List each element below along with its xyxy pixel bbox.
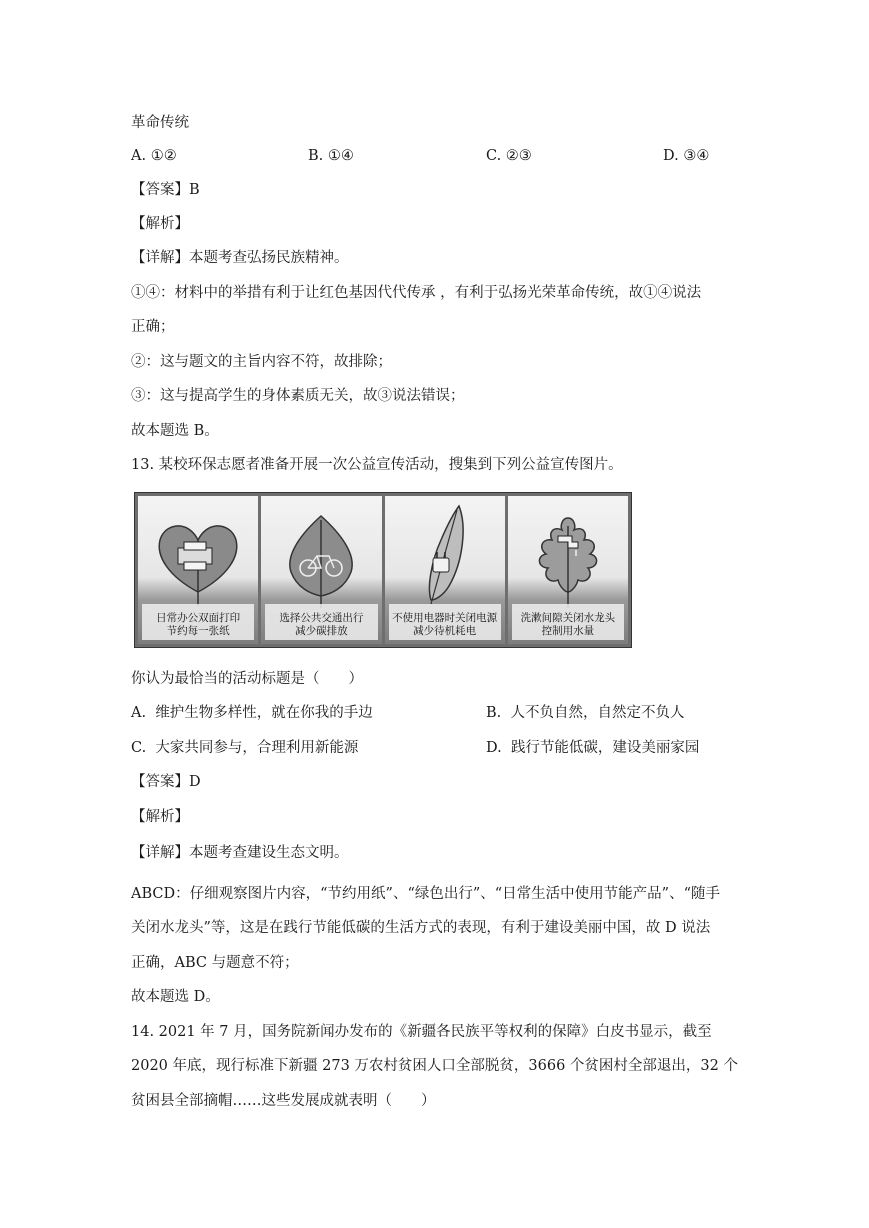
poster-panel — [261, 496, 381, 644]
q12-option-a: A. ①② — [131, 148, 177, 164]
q12-analysis-title: 【解析】 — [131, 216, 189, 232]
poster-panel — [508, 496, 628, 644]
q12-option-c: C. ②③ — [486, 148, 532, 164]
q12-analysis-line: 正确； — [131, 319, 175, 335]
poster-caption: 不使用电器时关闭电源 减少待机耗电 — [392, 612, 498, 637]
q13-answer: 【答案】D — [131, 774, 201, 790]
q12-analysis-line: ①④：材料中的举措有利于让红色基因代代传承 ，有利于弘扬光荣革命传统，故①④说法 — [131, 285, 702, 301]
q13-analysis-line: 正确，ABC 与题意不符； — [131, 955, 299, 971]
q12-answer: 【答案】B — [131, 182, 200, 198]
poster-caption: 日常办公双面打印 节约每一张纸 — [156, 612, 241, 637]
q13-analysis-line: 故本题选 D。 — [131, 989, 220, 1005]
q13-analysis-title: 【解析】 — [131, 809, 189, 825]
q12-analysis-line: ③：这与提高学生的身体素质无关，故③说法错误； — [131, 388, 465, 404]
q13-option-b: B. 人不负自然，自然定不负人 — [486, 705, 685, 721]
q14-stem-line: 14. 2021 年 7 月，国务院新闻办发布的《新疆各民族平等权利的保障》白皮书显示，截至 — [131, 1024, 712, 1040]
q12-option-d: D. ③④ — [663, 148, 710, 164]
q12-detail: 【详解】本题考查弘扬民族精神。 — [131, 250, 349, 266]
q13-option-c: C. 大家共同参与，合理利用新能源 — [131, 740, 359, 756]
q12-analysis-line: ②：这与题文的主旨内容不符，故排除； — [131, 354, 392, 370]
q13-question: 你认为最恰当的活动标题是（ ） — [131, 671, 363, 687]
q13-analysis-line: 关闭水龙头”等，这是在践行节能低碳的生活方式的表现，有利于建设美丽中国，故 D 说法 — [131, 920, 711, 936]
q14-stem-line: 贫困县全部摘帽……这些发展成就表明（ ） — [131, 1093, 436, 1109]
q14-stem-line: 2020 年底，现行标准下新疆 273 万农村贫困人口全部脱贫，3666 个贫困村全部退出，32 个 — [131, 1058, 738, 1074]
q13-stem: 13. 某校环保志愿者准备开展一次公益宣传活动，搜集到下列公益宣传图片。 — [131, 457, 623, 473]
q12-stem-tail: 革命传统 — [131, 115, 189, 131]
poster-caption: 洗漱间隙关闭水龙头 控制用水量 — [520, 612, 616, 637]
q13-option-a: A. 维护生物多样性，就在你我的手边 — [131, 705, 373, 721]
q13-option-d: D. 践行节能低碳，建设美丽家园 — [486, 740, 700, 756]
q12-option-b: B. ①④ — [308, 148, 354, 164]
poster-caption: 选择公共交通出行 减少碳排放 — [279, 612, 364, 637]
q13-detail: 【详解】本题考查建设生态文明。 — [131, 845, 349, 861]
q13-analysis-line: ABCD：仔细观察图片内容，“节约用纸”、“绿色出行”、“日常生活中使用节能产品”、“随手 — [131, 886, 721, 902]
q12-analysis-line: 故本题选 B。 — [131, 423, 219, 439]
poster-panel — [385, 496, 505, 644]
poster-figure — [134, 492, 632, 648]
poster-panel — [138, 496, 258, 644]
